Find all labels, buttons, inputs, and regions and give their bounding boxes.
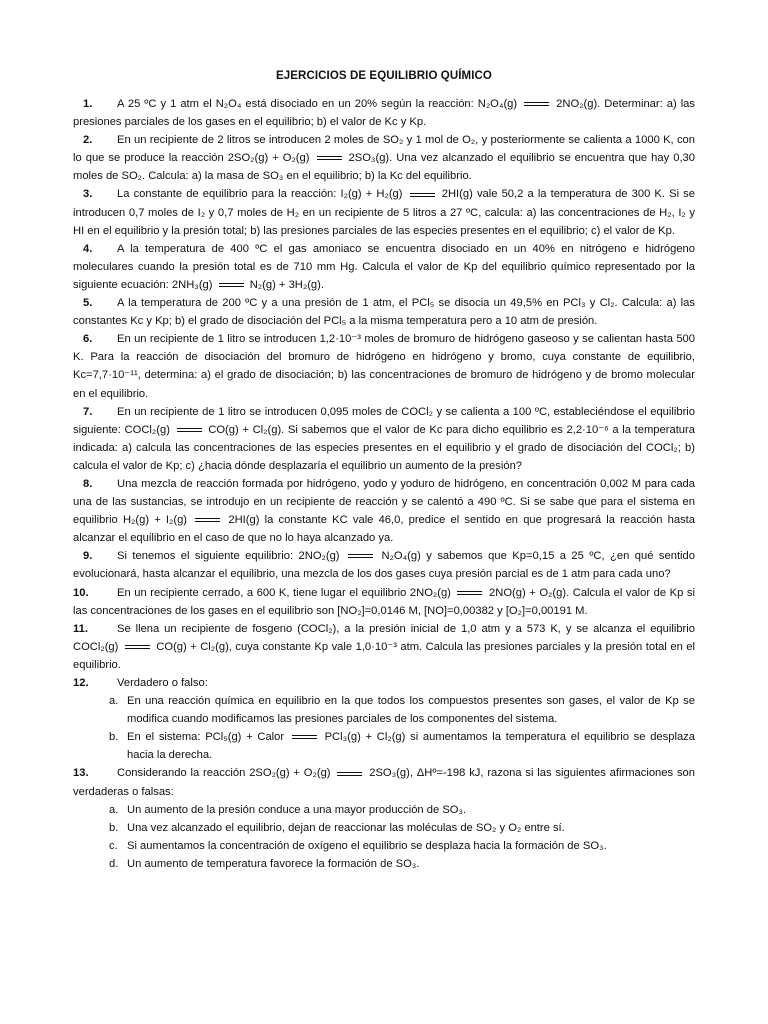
exercise-number: 8. (83, 477, 93, 490)
sub-item-text: En una reacción química en equilibrio en la que todos los compuestos presentes son gases, el valor de Kp se modifica cuando modificamos las presiones parciales de los componentes del sistema. (127, 695, 695, 726)
exercise-number: 9. (83, 550, 93, 563)
equilibrium-arrow-icon (524, 100, 549, 108)
exercise-number: 1. (83, 98, 93, 110)
exercise-13 (73, 764, 695, 873)
sub-item (73, 819, 695, 837)
exercise-text: En un recipiente de 1 litro se introducen 0,095 moles de COCl₂ y se calienta a 100 ºC, estableciéndose el equilibrio siguiente: COCl₂(g) CO(g) + Cl₂(g). Si sabemos que el valor de Kc para dicho equilibrio es 2,2·10⁻⁶ a la temperatura indicada: a) calcula las concentraciones de las especies presentes en el equilibrio y el grado de disociación del COCl₂; b) calcula el valor de Kp; c) ¿hacia dónde desplazaría el equilibrio un aumento de la presión? (73, 405, 695, 472)
exercise-number: 3. (83, 188, 93, 201)
exercise-6 (73, 330, 695, 402)
exercise-8 (73, 475, 695, 547)
exercise-number: 6. (83, 333, 93, 346)
equilibrium-arrow-icon (348, 552, 373, 560)
sub-item-text: Si aumentamos la concentración de oxígeno el equilibrio se desplaza hacia la formación de SO₃. (127, 839, 607, 852)
sub-item-marker: c. (109, 839, 118, 852)
exercise-9 (73, 547, 695, 583)
exercise-text: En un recipiente cerrado, a 600 K, tiene lugar el equilibrio 2NO₂(g) 2NO(g) + O₂(g). Calcula el valor de Kp si las concentraciones de los gases en el equilibrio son [NO₂]=0,0146 M, [NO]=0,00382 y [O₂]=0,00191 M. (73, 586, 695, 617)
exercise-5 (73, 294, 695, 330)
sub-item (73, 728, 695, 764)
equilibrium-arrow-icon (177, 426, 202, 434)
sub-item-marker: a. (109, 695, 119, 708)
exercise-number: 5. (83, 297, 93, 310)
sub-item-text: Un aumento de la presión conduce a una mayor producción de SO₃. (127, 803, 467, 816)
exercise-text: A la temperatura de 200 ºC y a una presión de 1 atm, el PCl₅ se disocia un 49,5% en PCl₃ y Cl₂. Calcula: a) las constantes Kc y Kp; b) el grado de disociación del PCl₅ a la misma temperatura pero a 10 atm de presión. (73, 297, 695, 328)
equilibrium-arrow-icon (317, 154, 342, 162)
sub-item-marker: b. (109, 731, 119, 744)
sub-item (73, 801, 695, 819)
sub-item-text: En el sistema: PCl₅(g) + Calor PCl₃(g) + Cl₂(g) si aumentamos la temperatura el equilibrio se desplaza hacia la derecha. (127, 731, 695, 762)
equilibrium-arrow-icon (457, 589, 482, 597)
sub-item (73, 692, 695, 728)
exercise-3 (73, 185, 695, 239)
exercise-12 (73, 674, 695, 764)
exercise-text: En un recipiente de 1 litro se introducen 1,2·10⁻³ moles de bromuro de hidrógeno gaseoso y se calientan hasta 500 K. Para la reacción de disociación del bromuro de hidrógeno en hidrógeno y bromo, cuya constante de equilibrio, Kc=7,7·10⁻¹¹, determina: a) el grado de disociación; b) las concentraciones de bromuro de hidrógeno y de bromo molecular en el equilibrio. (73, 333, 695, 400)
equilibrium-arrow-icon (195, 516, 220, 524)
equilibrium-arrow-icon (410, 191, 435, 199)
equilibrium-arrow-icon (337, 770, 362, 778)
sub-item-marker: b. (109, 821, 119, 834)
sub-item-text: Un aumento de temperatura favorece la formación de SO₃. (127, 857, 420, 870)
exercise-text: Si tenemos el siguiente equilibrio: 2NO₂(g) N₂O₄(g) y sabemos que Kp=0,15 a 25 ºC, ¿en qué sentido evolucionará, hasta alcanzar el equilibrio, una mezcla de los dos gases cuya presión parcial es de 1 atm para cada uno? (73, 550, 695, 581)
exercise-text: La constante de equilibrio para la reacción: I₂(g) + H₂(g) 2HI(g) vale 50,2 a la temperatura de 300 K. Si se introducen 0,7 moles de I₂ y 0,7 moles de H₂ en un recipiente de 5 litros a 27 ºC, calcula: a) las concentraciones de H₂, I₂ y HI en el equilibrio y la presión total; b) las presiones parciales de las especies presentes en el equilibrio; c) el valor de Kp. (73, 188, 696, 237)
sub-item-list (73, 801, 695, 873)
exercise-number: 2. (83, 134, 93, 147)
exercise-text: Se llena un recipiente de fosgeno (COCl₂), a la presión inicial de 1,0 atm y a 573 K, y se alcanza el equilibrio COCl₂(g) CO(g) + Cl₂(g), cuya constante Kp vale 1,0·10⁻³ atm. Calcula las presiones parciales y la presión total en el equilibrio. (73, 622, 695, 671)
sub-item-marker: a. (109, 803, 119, 816)
exercise-number: 12. (73, 677, 89, 689)
page-title: EJERCICIOS DE EQUILIBRIO QUÍMICO (276, 70, 492, 82)
exercise-2 (73, 131, 695, 185)
exercise-list (73, 95, 695, 873)
sub-item (73, 837, 695, 855)
exercise-text: Verdadero o falso: (117, 677, 208, 689)
exercise-text: A 25 ºC y 1 atm el N₂O₄ está disociado en un 20% según la reacción: N₂O₄(g) 2NO₂(g). Determinar: a) las presiones parciales de los gases en el equilibrio; b) el valor de Kc y Kp. (73, 98, 695, 129)
exercise-number: 10. (73, 586, 89, 599)
sub-item-text: Una vez alcanzado el equilibrio, dejan de reaccionar las moléculas de SO₂ y O₂ entre sí. (127, 821, 565, 834)
exercise-number: 7. (83, 405, 93, 418)
exercise-number: 13. (73, 767, 89, 780)
exercise-number: 4. (83, 242, 93, 255)
equilibrium-arrow-icon (219, 281, 244, 289)
exercise-11 (73, 620, 695, 674)
equilibrium-arrow-icon (292, 733, 317, 741)
sub-item-marker: d. (109, 857, 119, 870)
exercise-1 (73, 95, 695, 131)
exercise-text: Una mezcla de reacción formada por hidrógeno, yodo y yoduro de hidrógeno, en concentración 0,002 M para cada una de las sustancias, se introdujo en un recipiente de reacción y se calentó a 490 ºC. Si se sabe que para el sistema en equilibrio H₂(g) + I₂(g) 2HI(g) la constante KC vale 46,0, predice el sentido en que progresará la reacción hasta alcanzar el equilibrio en el caso de que no lo haya alcanzado ya. (73, 477, 695, 545)
exercise-text: A la temperatura de 400 ºC el gas amoniaco se encuentra disociado en un 40% en nitrógeno e hidrógeno moleculares cuando la presión total es de 710 mm Hg. Calcula el valor de Kp del equilibrio químico representado por la siguiente ecuación: 2NH₃(g) N₂(g) + 3H₂(g). (73, 242, 695, 291)
exercise-4 (73, 240, 695, 294)
sub-item-list (73, 692, 695, 764)
exercise-text: En un recipiente de 2 litros se introducen 2 moles de SO₂ y 1 mol de O₂, y posteriormente se calienta a 1000 K, con lo que se produce la reacción 2SO₂(g) + O₂(g) 2SO₃(g). Una vez alcanzado el equilibrio se encuentra que hay 0,30 moles de SO₂. Calcula: a) la masa de SO₃ en el equilibrio; b) la Kc del equilibrio. (73, 134, 696, 183)
equilibrium-arrow-icon (125, 643, 150, 651)
sub-item (73, 855, 695, 873)
exercise-number: 11. (73, 622, 88, 635)
exercise-text: Considerando la reacción 2SO₂(g) + O₂(g) 2SO₃(g), ΔHº=-198 kJ, razona si las siguientes afirmaciones son verdaderas o falsas: (73, 767, 695, 798)
exercise-10 (73, 584, 695, 620)
exercise-7 (73, 403, 695, 475)
